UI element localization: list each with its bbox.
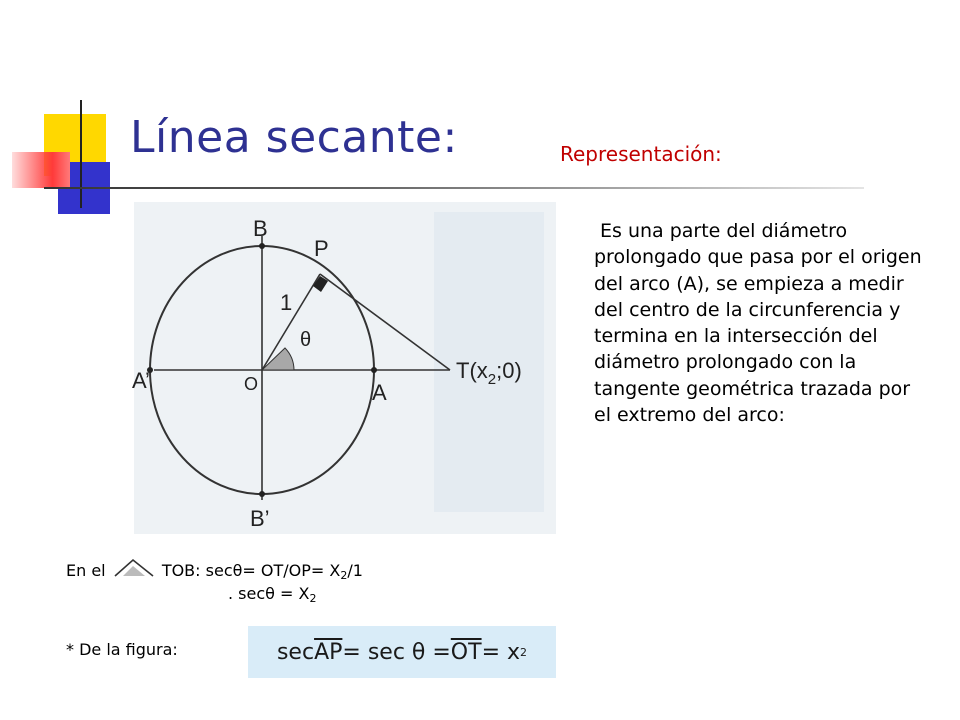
label-a-prime: A’ bbox=[132, 368, 150, 393]
slide-subtitle: Representación: bbox=[560, 142, 722, 166]
note1-prefix: En el bbox=[66, 561, 106, 580]
formula-box bbox=[248, 626, 556, 678]
description-text: Es una parte del diámetro prolongado que pasa por el origen del arco (A), se empieza a medir del centro de la circunferencia y termina en la intersección del diámetro prolongado con la tangente geométrica trazada por el extremo del arco: bbox=[594, 220, 922, 427]
note-triangle-secant bbox=[66, 556, 363, 582]
note1-end: /1 bbox=[347, 561, 363, 580]
note2-sub: 2 bbox=[309, 592, 317, 605]
formula-part2: = sec θ = bbox=[342, 639, 451, 665]
label-p: P bbox=[314, 236, 329, 261]
note1-sub: 2 bbox=[340, 569, 348, 582]
formula-sub: 2 bbox=[520, 645, 528, 659]
label-theta: θ bbox=[300, 329, 312, 351]
decor-red-bar bbox=[12, 152, 70, 188]
note2-text: . secθ = X bbox=[228, 584, 310, 603]
point-b bbox=[259, 243, 265, 249]
note-sec-result bbox=[228, 584, 316, 605]
label-t: $T(x_2;0)$ bbox=[456, 358, 522, 388]
triangle-icon bbox=[111, 556, 157, 580]
note-from-figure: * De la figura: bbox=[66, 640, 178, 659]
label-b: B bbox=[253, 216, 268, 241]
label-a: A bbox=[372, 380, 387, 405]
label-o: O bbox=[244, 374, 259, 394]
label-b-prime: B’ bbox=[250, 506, 270, 531]
note1-rest: TOB: secθ= OT/OP= X bbox=[161, 561, 341, 580]
label-radius: 1 bbox=[280, 290, 293, 315]
unit-circle-figure bbox=[134, 202, 556, 534]
formula-segment-ot: $\overline{OT}$ bbox=[450, 639, 482, 665]
decor-vertical-line bbox=[80, 100, 82, 208]
point-a bbox=[371, 367, 377, 373]
formula-part1: sec bbox=[276, 639, 315, 665]
formula-arc-ap: $\overline{AP}$ bbox=[314, 639, 343, 665]
formula-part3: = x bbox=[481, 639, 521, 665]
point-b-prime bbox=[259, 491, 265, 497]
slide-title: Línea secante: bbox=[130, 112, 458, 163]
title-underline bbox=[44, 187, 864, 189]
